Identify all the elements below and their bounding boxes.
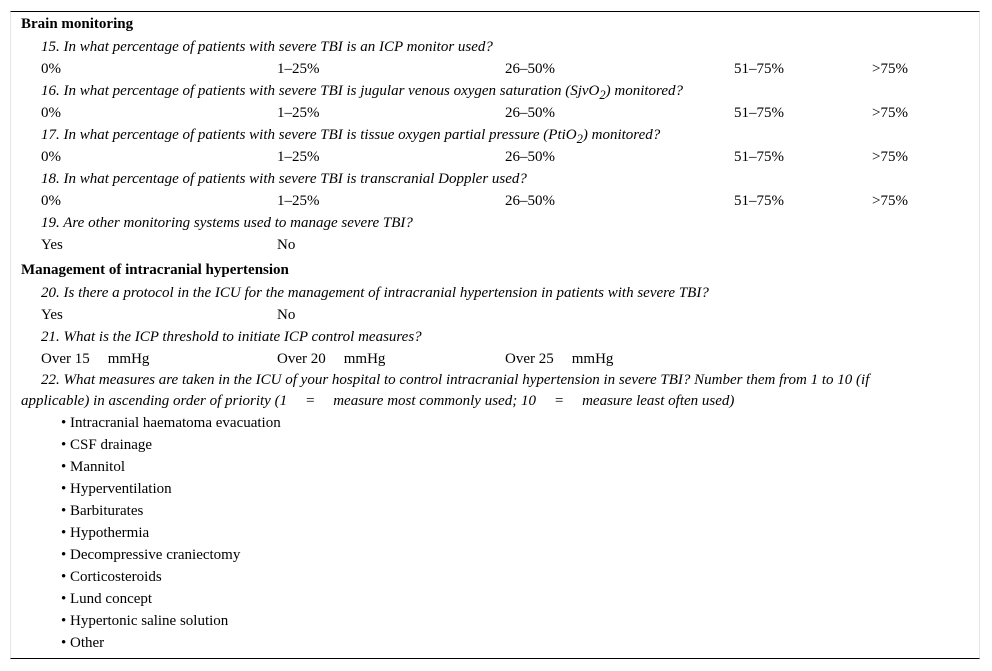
q21-option-25-label: Over 25	[505, 351, 554, 367]
question-22-text-2: measure most commonly used; 10	[333, 393, 536, 409]
question-16-text-end: ) monitored?	[605, 83, 683, 99]
measure-item: • CSF drainage	[61, 437, 153, 453]
q18-option-0: 0%	[41, 193, 61, 209]
q21-option-20	[277, 348, 385, 370]
q18-option-2: 26–50%	[505, 193, 555, 209]
measure-item: • Mannitol	[61, 459, 125, 475]
measure-item: • Hypertonic saline solution	[61, 613, 229, 629]
measure-item: • Other	[61, 635, 105, 651]
q15-option-1: 1–25%	[277, 61, 320, 77]
section-heading-management: Management of intracranial hypertension	[21, 262, 289, 278]
measure-item: • Lund concept	[61, 591, 153, 607]
question-19: 19. Are other monitoring systems used to manage severe TBI?	[41, 215, 413, 231]
q21-option-15	[41, 348, 149, 370]
q15-option-0: 0%	[41, 61, 61, 77]
q20-option-no: No	[277, 307, 296, 323]
question-17	[41, 124, 660, 146]
question-15: 15. In what percentage of patients with severe TBI is an ICP monitor used?	[41, 39, 493, 55]
measure-item: • Decompressive craniectomy	[61, 547, 241, 563]
q17-option-2: 26–50%	[505, 149, 555, 165]
q15-option-3: 51–75%	[734, 61, 784, 77]
q18-option-4: >75%	[872, 193, 908, 209]
question-22-equals-2: =	[553, 393, 565, 409]
q16-option-4: >75%	[872, 105, 908, 121]
question-21: 21. What is the ICP threshold to initiate ICP control measures?	[41, 329, 422, 345]
question-17-subscript: 2	[576, 132, 583, 146]
measure-item: • Intracranial haematoma evacuation	[61, 415, 281, 431]
q21-option-15-label: Over 15	[41, 351, 90, 367]
measure-item: • Hypothermia	[61, 525, 150, 541]
q17-option-3: 51–75%	[734, 149, 784, 165]
q15-option-2: 26–50%	[505, 61, 555, 77]
question-16-subscript: 2	[599, 88, 606, 102]
measure-item: • Hyperventilation	[61, 481, 172, 497]
q19-option-no: No	[277, 237, 296, 253]
question-22-text: 22. What measures are taken in the ICU of your hospital to control intracranial hypertension in severe TBI? Number them from 1 to 10 (if applicable) in ascending order of priority (1	[21, 372, 870, 409]
q17-option-0: 0%	[41, 149, 61, 165]
q17-option-4: >75%	[872, 149, 908, 165]
question-16-text: 16. In what percentage of patients with severe TBI is jugular venous oxygen saturation (SjvO	[41, 83, 600, 99]
q21-option-20-unit: mmHg	[343, 351, 386, 367]
question-18: 18. In what percentage of patients with severe TBI is transcranial Doppler used?	[41, 171, 527, 187]
question-17-text-end: ) monitored?	[582, 127, 661, 143]
q21-option-25-unit: mmHg	[571, 351, 614, 367]
q21-option-25	[505, 348, 613, 370]
question-17-text: 17. In what percentage of patients with severe TBI is tissue oxygen partial pressure (PtiO	[41, 127, 577, 143]
question-22	[21, 370, 941, 412]
question-22-equals-1: =	[305, 393, 316, 409]
q15-option-4: >75%	[872, 61, 908, 77]
q16-option-2: 26–50%	[505, 105, 555, 121]
measure-item: • Corticosteroids	[61, 569, 162, 585]
q17-option-1: 1–25%	[277, 149, 320, 165]
q20-option-yes: Yes	[41, 307, 63, 323]
question-20: 20. Is there a protocol in the ICU for the management of intracranial hypertension in patients with severe TBI?	[41, 285, 709, 301]
section-heading-brain-monitoring: Brain monitoring	[21, 16, 134, 32]
measure-item: • Barbiturates	[61, 503, 144, 519]
q21-option-20-label: Over 20	[277, 351, 326, 367]
question-16	[41, 80, 683, 102]
q18-option-1: 1–25%	[277, 193, 320, 209]
q18-option-3: 51–75%	[734, 193, 784, 209]
q21-option-15-unit: mmHg	[107, 351, 150, 367]
question-22-text-3: measure least often used)	[582, 393, 735, 409]
q16-option-0: 0%	[41, 105, 61, 121]
q16-option-3: 51–75%	[734, 105, 784, 121]
q16-option-1: 1–25%	[277, 105, 320, 121]
q19-option-yes: Yes	[41, 237, 63, 253]
